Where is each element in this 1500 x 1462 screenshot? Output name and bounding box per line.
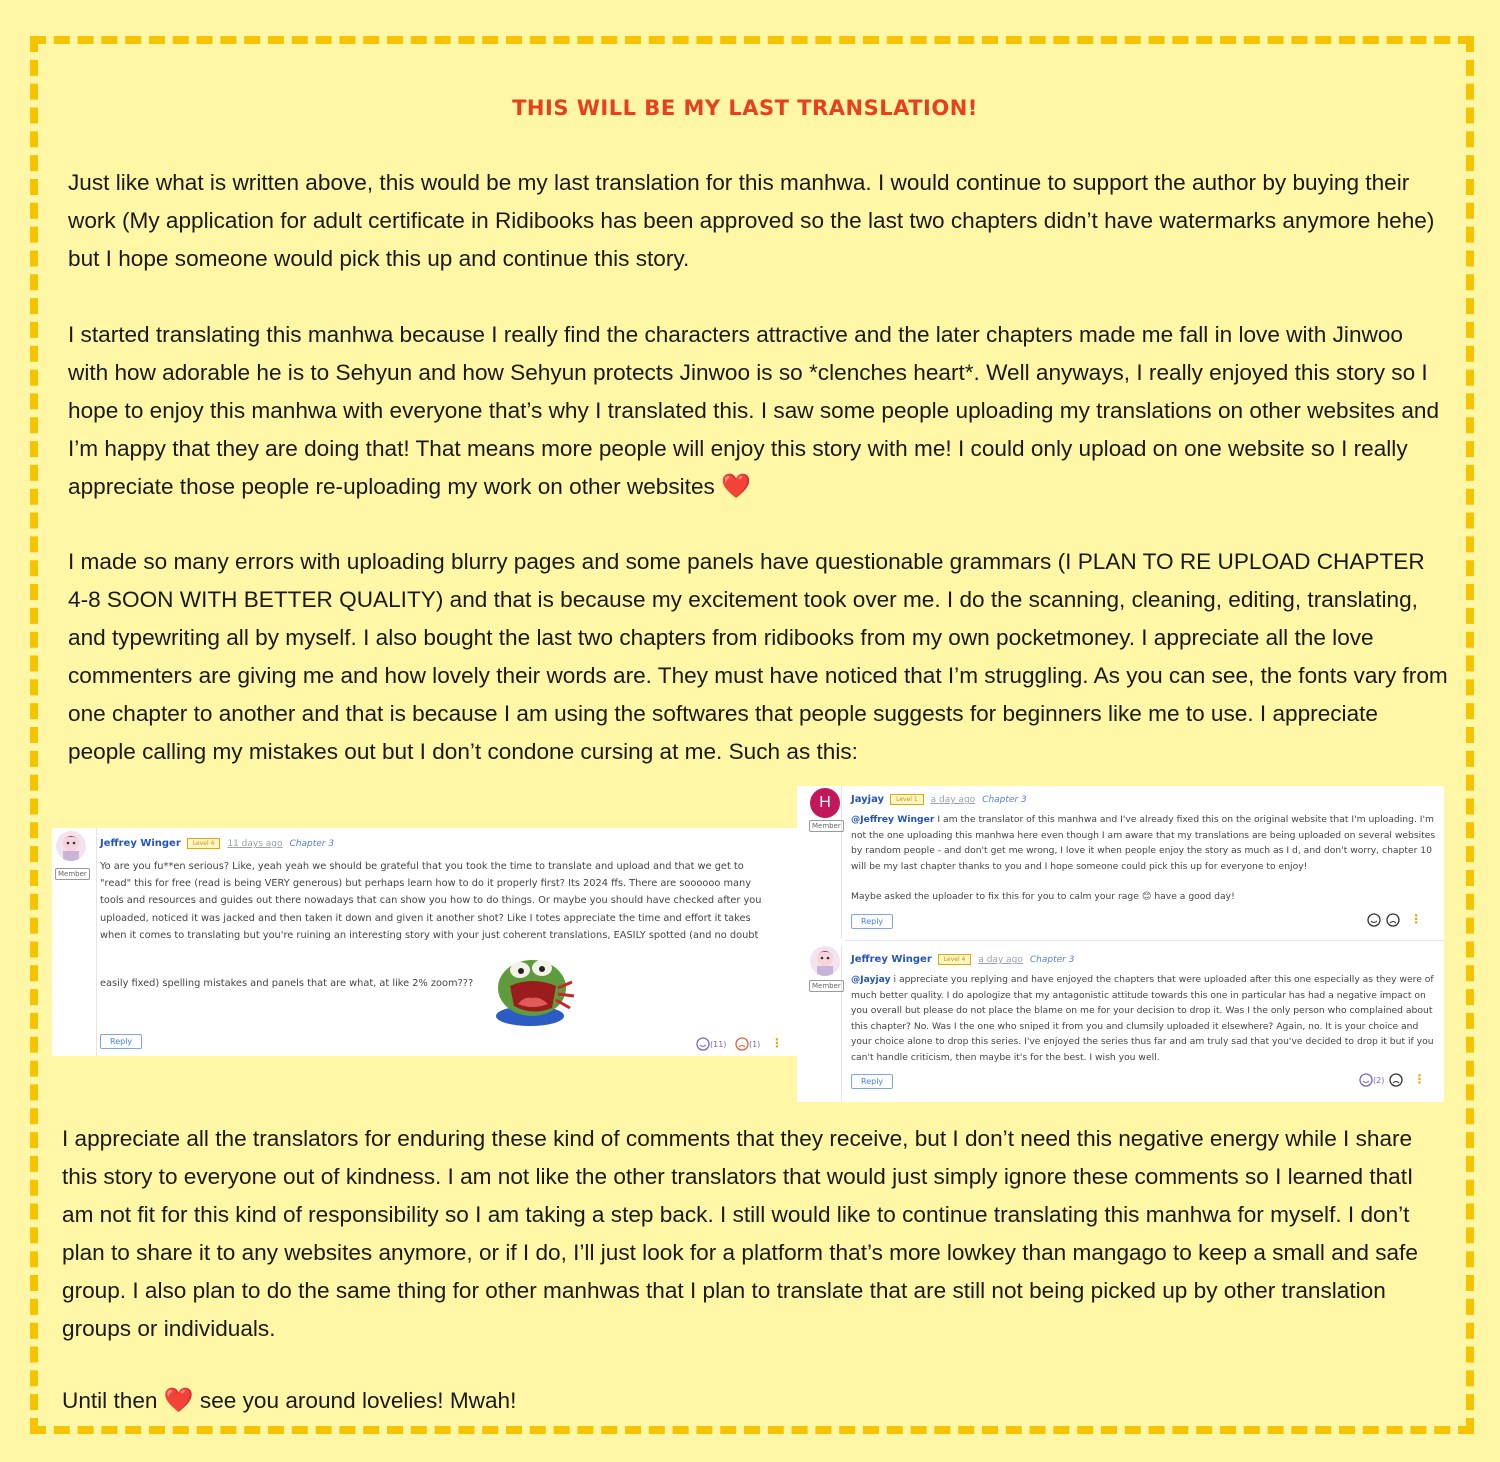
angry-reaction-icon[interactable] xyxy=(735,1037,749,1053)
comment-text: i appreciate you replying and have enjoyed the chapters that were uploaded after this one especially as they were of xyxy=(890,974,1434,985)
reaction-bar xyxy=(1359,1072,1425,1089)
comment-author[interactable]: Jeffrey Winger xyxy=(851,954,932,965)
comment-line: much better quality. I do apologize that my antagonistic attitude towards this one in particular has had a negative impact on xyxy=(851,989,1426,1001)
paragraph-errors: I made so many errors with uploading blurry pages and some panels have questionable grammars (I PLAN TO RE UPLOAD CHAPTER 4-8 SOON WITH BETTER QUALITY) and that is because my excitement took over me. I do the scanning, cleaning, editing, translating, and typewriting all by myself. I also bought the last two chapters from ridibooks from my own pocketmoney. I appreciate all the love commenters are giving me and how lovely their words are. They must have noticed that I’m struggling. As you can see, the fonts vary from one chapter to another and that is because I am using the softwares that people suggests for beginners like me to use. I appreciate people calling my mistakes out but I don’t condone cursing at me. Such as this: xyxy=(68,549,1448,764)
comment-chapter[interactable]: Chapter 3 xyxy=(982,795,1027,805)
comment-header xyxy=(851,954,1074,965)
comment-body xyxy=(851,972,1441,1066)
level-badge: Level 4 xyxy=(187,838,221,849)
comment-line: you overall but please do not place the blame on me for your decision to drop it. Was I the only person who complained about xyxy=(851,1005,1433,1017)
comment-author[interactable]: Jeffrey Winger xyxy=(100,838,181,849)
comment-text: I am the translator of this manhwa and I've already fixed this on the original website that I'm uploading. I'm xyxy=(934,814,1434,825)
more-dots-icon[interactable]: ⋮ xyxy=(770,1036,783,1050)
comment-sidebar xyxy=(797,946,842,1102)
smile-emoji-icon: 😊 xyxy=(1141,891,1152,903)
pepe-sticker-icon xyxy=(492,946,578,1030)
member-badge: Member xyxy=(55,868,90,880)
reaction-count: (11) xyxy=(710,1040,727,1049)
comment-line: tools and resources and guides out there nowadays that can show you how to do things. Or maybe you should have checked after you xyxy=(100,895,762,907)
comment-body xyxy=(851,812,1441,905)
comment-line: Yo are you fu**en serious? Like, yeah yeah we should be grateful that you took the time to translate and upload and that we get to xyxy=(100,861,744,872)
comment-line: will be my last chapter thanks to you and I hope someone could pick this up for everyone to enjoy! xyxy=(851,860,1308,872)
user-avatar-icon xyxy=(810,946,840,976)
comment-time[interactable]: a day ago xyxy=(978,955,1023,965)
comment-line xyxy=(851,812,1441,828)
reaction-bar xyxy=(1367,912,1422,929)
comment-line: this chapter? No. Was I the one who sniped it from you and clumsily uploaded it elsewhere? Again, no. It is your choice and xyxy=(851,1020,1419,1032)
closing-text: Until then xyxy=(62,1388,158,1413)
comment-line: can't handle criticism, then maybe it's for the best. I wish you well. xyxy=(851,1051,1160,1063)
comment-line: when it comes to translating but you're ruining an interesting story with your just coherent translations, EASILY spotted (and no doubt xyxy=(100,929,759,941)
comment-line-last: easily fixed) spelling mistakes and panels that are what, at like 2% zoom??? xyxy=(100,978,474,989)
reaction-count: (2) xyxy=(1373,1076,1385,1085)
page-title: THIS WILL BE MY LAST TRANSLATION! xyxy=(512,96,978,120)
comment-card-jeffrey xyxy=(52,828,797,1056)
heart-icon: ❤️ xyxy=(721,473,751,500)
closing-text: see you around lovelies! Mwah! xyxy=(199,1388,517,1413)
comment-time[interactable]: a day ago xyxy=(930,795,976,805)
comment-header xyxy=(100,838,334,849)
paragraph-stepping-back: I appreciate all the translators for enduring these kind of comments that they receive, but I don’t need this negative energy while I share this story to everyone out of kindness. I am not like the other translators that would just simply ignore these comments so I learned thatI am not fit for this kind of responsibility so I am taking a step back. I still would like to continue translating this manhwa for myself. I don’t plan to share it to any websites anymore, or if I do, I’ll just look for a platform that’s more lowkey than mangago to keep a small and safe group. I also plan to do the same thing for other manhwas that I plan to translate that are still not being picked up by other translation groups or individuals. xyxy=(62,1126,1418,1341)
comment-author[interactable]: Jayjay xyxy=(851,794,885,805)
paragraph-intro: Just like what is written above, this would be my last translation for this manhwa. I would continue to support the author by buying their work (My application for adult certificate in Ridibooks has been approved so the last two chapters didn’t have watermarks anymore hehe) but I hope someone would pick this up and continue this story. xyxy=(68,170,1435,271)
more-dots-icon[interactable]: ⋮ xyxy=(1413,1072,1426,1086)
reaction-count: (1) xyxy=(748,1040,761,1049)
user-avatar-icon: H xyxy=(810,788,840,818)
divider xyxy=(845,940,1444,941)
user-avatar-icon xyxy=(56,831,86,861)
angry-reaction-icon[interactable] xyxy=(1389,1073,1403,1089)
comment-thread-card xyxy=(797,786,1444,1102)
smile-reaction-icon[interactable] xyxy=(696,1037,710,1053)
comment-header xyxy=(851,794,1027,805)
reply-button[interactable]: Reply xyxy=(851,1074,893,1089)
heart-icon: ❤️ xyxy=(163,1387,194,1414)
member-badge: Member xyxy=(809,980,844,992)
comment-sidebar xyxy=(52,828,97,1056)
paragraph-reason-text: I started translating this manhwa because I really find the characters attractive and the later chapters made me fall in love with Jinwoo with how adorable he is to Sehyun and how Sehyun protects Jinwoo is so *clenches heart*. Well anyways, I really enjoyed this story so I hope to enjoy this manhwa with everyone that’s why I translated this. I saw some people uploading my translations on other websites and I’m happy that they are doing that! That means more people will enjoy this story with me! I could only upload on one website so I really appreciate those people re-uploading my work on other websites xyxy=(68,322,1440,499)
angry-reaction-icon[interactable] xyxy=(1386,913,1400,929)
mention-link[interactable]: @Jayjay xyxy=(851,974,891,985)
smile-reaction-icon[interactable] xyxy=(1367,913,1381,929)
comment-body xyxy=(100,858,790,944)
comment-line: not the one uploading this manhwa here even though I am aware that my translations are being uploaded on several websites xyxy=(851,829,1436,841)
comment-text: have a good day! xyxy=(1154,891,1235,903)
reply-button[interactable]: Reply xyxy=(851,914,893,929)
comment-text: Maybe asked the uploader to fix this for you to calm your rage xyxy=(851,891,1139,903)
smile-reaction-icon[interactable] xyxy=(1359,1073,1373,1089)
comment-line: uploaded, noticed it was jacked and then taken it down and given it another shot? Like I totes appreciate the time and effort it takes xyxy=(100,912,751,924)
comment-time[interactable]: 11 days ago xyxy=(227,839,283,849)
level-badge: Level 1 xyxy=(890,794,924,805)
level-badge: Level 4 xyxy=(938,954,972,965)
comment-chapter[interactable]: Chapter 3 xyxy=(289,839,335,849)
paragraph-closing xyxy=(62,1382,1442,1420)
comment-chapter[interactable]: Chapter 3 xyxy=(1029,955,1075,965)
comment-line: by random people - and don't get me wrong, I love it when people enjoy the story as much as I d, and don't worry, chapter 10 xyxy=(851,845,1433,857)
comment-line: "read" this for free (read is being VERY generous) but perhaps learn how to do it properly first? Its 2024 ffs. There are soooooo many xyxy=(100,878,752,890)
reaction-bar xyxy=(696,1036,783,1053)
comment-line: your choice alone to drop this series. I've enjoyed the series thus far and am truly sad that you've decided to drop it but if you xyxy=(851,1036,1434,1048)
comment-line xyxy=(851,889,1441,905)
more-dots-icon[interactable]: ⋮ xyxy=(1410,912,1423,926)
reply-button[interactable]: Reply xyxy=(100,1034,142,1049)
member-badge: Member xyxy=(809,820,844,832)
paragraph-reason xyxy=(68,316,1448,506)
comment-sidebar xyxy=(797,786,842,938)
comment-line xyxy=(851,972,1441,988)
mention-link[interactable]: @Jeffrey Winger xyxy=(851,814,935,825)
